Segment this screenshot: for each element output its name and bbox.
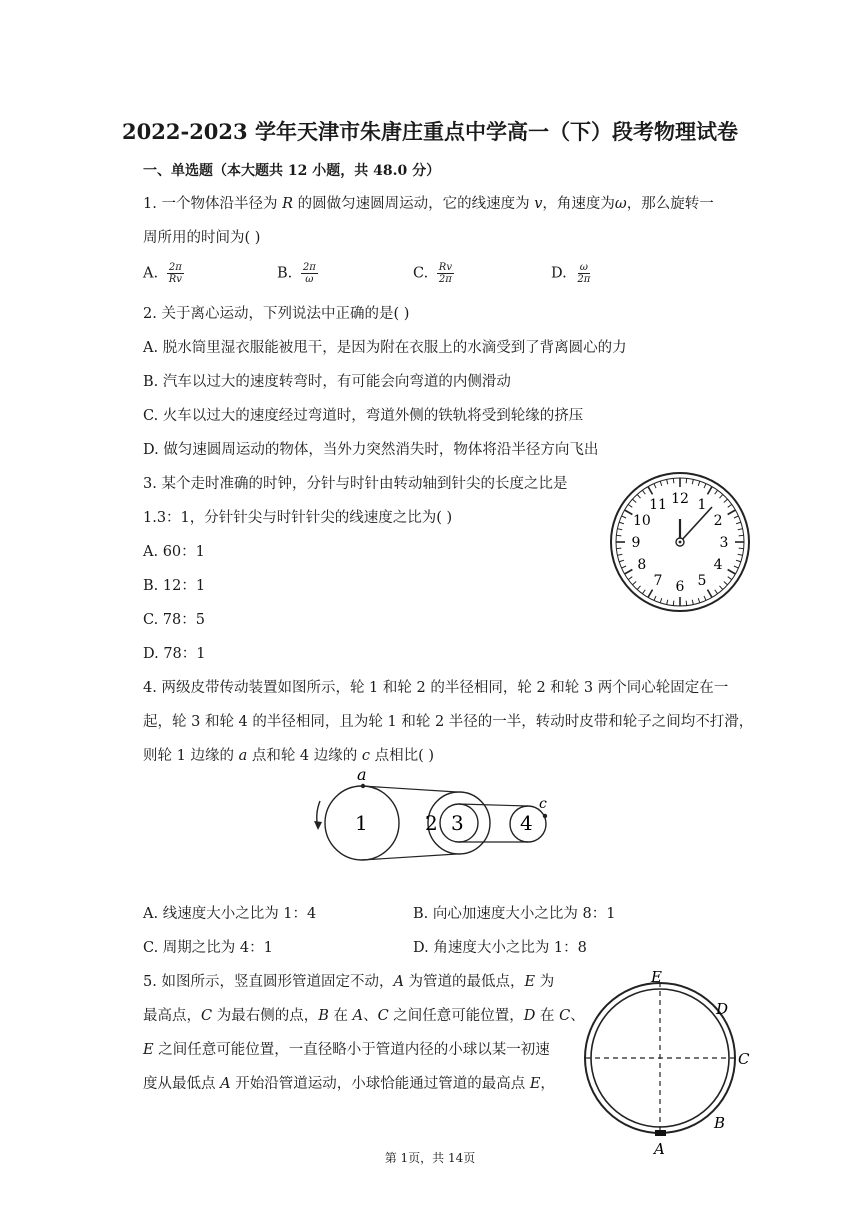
q4-point-a: a [238,748,248,764]
q5-stem-line2 [143,1004,585,1025]
clock-number: 7 [653,573,663,590]
label-c: C [738,1050,750,1068]
clock-tick [692,600,693,605]
clock-tick [692,479,693,484]
q4-point-c: c [361,748,371,764]
label-e: E [651,968,662,986]
q3-option-b[interactable]: B. 12：1 [143,578,206,594]
clock-number: 11 [649,496,667,513]
clock-tick [673,601,674,606]
clock-tick [637,586,640,590]
page-title: 2022-2023 学年天津市朱唐庄重点中学高一（下）段考物理试卷 [122,119,738,144]
q1-text: ，角速度为 [542,196,615,212]
q5-text: 5. 如图所示，竖直圆形管道固定不动， [143,974,394,990]
fraction-numerator: Rv [438,262,452,273]
clock-tick [704,484,706,489]
fraction [575,262,592,285]
q2-option-d[interactable]: D. 做匀速圆周运动的物体，当外力突然消失时，物体将沿半径方向飞出 [143,442,599,458]
fraction [167,262,184,285]
q5-point: D [523,1008,536,1024]
clock-number: 3 [719,535,729,551]
option-label: D. [551,265,572,282]
q2-option-a[interactable]: A. 脱水筒里湿衣服能被甩干，是因为附在衣服上的水滴受到了背离圆心的力 [143,340,627,356]
fraction-denominator: ω [305,274,314,285]
q3-stem-line1: 3. 某个走时准确的时钟，分针与时针由转动轴到针尖的长度之比是 [143,476,568,492]
q5-stem-line1 [143,970,554,991]
q5-point: C [377,1008,389,1024]
clock-tick [648,487,653,495]
clock-number: 2 [713,513,723,529]
q5-text: ， [540,1076,555,1092]
label-d: D [716,1000,729,1018]
clock-tick [632,499,636,502]
clock-number: 6 [675,579,685,595]
q4-option-d[interactable]: D. 角速度大小之比为 1：8 [413,940,587,956]
circular-tube-figure [578,962,756,1158]
clock-number: 8 [637,557,647,573]
q1-stem-line2: 周所用的时间为( ) [143,230,261,246]
q1-var-v: v [534,196,543,212]
clock-tick [738,554,743,555]
clock-tick [616,548,621,549]
q1-stem-line1 [143,192,714,213]
clock-number: 12 [671,491,689,507]
clock-number: 1 [697,496,707,513]
fraction-numerator: 2π [302,262,316,273]
q3-option-d[interactable]: D. 78：1 [143,646,206,662]
clock-tick [667,600,668,605]
clock-tick [617,529,622,530]
q5-stem-line3 [143,1038,550,1059]
label-c: c [539,796,547,812]
section-heading: 一、单选题（本大题共 12 小题，共 48.0 分） [143,163,441,179]
q4-text: 点相比( ) [370,748,435,764]
fraction-numerator: ω [579,262,588,273]
q3-option-a[interactable]: A. 60：1 [143,544,205,560]
clock-tick [628,504,632,507]
q4-text: 点和轮 4 边缘的 [247,748,362,764]
clock-tick [708,590,713,598]
clock-tick [673,478,674,483]
q4-option-c[interactable]: C. 周期之比为 4：1 [143,940,273,956]
q1-var-r: R [282,196,293,212]
clock-tick [719,586,722,590]
clock-tick [698,481,700,486]
q5-stem-line4 [143,1072,555,1093]
clock-tick [619,560,624,562]
clock-tick [734,516,739,518]
clock-tick [698,598,700,603]
arrow-head-icon [314,821,322,830]
fraction-numerator: 2π [168,262,182,273]
option-label: C. [413,265,433,282]
page-footer: 第 1页，共 14页 [384,1151,476,1165]
clock-tick [642,590,645,594]
minute-hand [680,507,712,542]
clock-number: 4 [713,557,723,573]
q1-option-a[interactable] [143,262,184,285]
fraction-denominator: Rv [168,274,182,285]
clock-tick [622,566,627,568]
clock-tick [660,481,662,486]
q3-option-c[interactable]: C. 78：5 [143,612,205,628]
q3-stem-line2: 1.3：1，分针针尖与时针针尖的线速度之比为( ) [143,510,453,526]
clock-tick [642,490,645,494]
clock-tick [648,590,653,598]
q5-text: 最高点， [143,1008,201,1024]
q2-option-b[interactable]: B. 汽车以过大的速度转弯时，有可能会向弯道的内侧滑动 [143,374,511,390]
q5-point: E [524,974,536,990]
q5-text: 、 [363,1008,378,1024]
clock-tick [724,581,728,584]
clock-tick [619,522,624,524]
q2-stem: 2. 关于离心运动，下列说法中正确的是( ) [143,306,410,322]
clock-tick [728,577,732,580]
q2-option-c[interactable]: C. 火车以过大的速度经过弯道时，弯道外侧的铁轨将受到轮缘的挤压 [143,408,584,424]
label-wheel-2: 2 [425,811,438,835]
q5-text: 、 [570,1008,585,1024]
clock-tick [654,484,656,489]
belt-drive-figure [305,768,555,864]
fraction [301,262,318,285]
clock-number: 5 [697,573,707,590]
q4-stem-line3 [143,744,434,765]
q5-text: 为 [535,974,555,990]
q5-point: A [393,974,404,990]
clock-tick [736,522,741,524]
clock-tick [736,560,741,562]
clock-number: 9 [631,535,641,551]
q4-stem-line1: 4. 两级皮带传动装置如图所示，轮 1 和轮 2 的半径相同，轮 2 和轮 3 两个同心轮固定在一 [143,680,729,696]
clock-tick [704,596,706,601]
clock-tick [686,478,687,483]
clock-tick [622,516,627,518]
q1-option-d[interactable] [551,262,592,285]
ball-at-a [655,1130,666,1136]
clock-tick [728,510,736,515]
clock-tick [708,487,713,495]
q5-text: 在 [535,1008,560,1024]
fraction-denominator: 2π [438,274,452,285]
q5-point: C [559,1008,571,1024]
q5-text: 之间任意可能位置，一直径略小于管道内径的小球以某一初速 [153,1042,550,1058]
label-a: a [357,768,367,784]
q5-point: E [529,1076,541,1092]
q1-var-omega: ω [614,196,627,212]
label-wheel-4: 4 [520,811,533,835]
q5-text: 度从最低点 [143,1076,221,1092]
clock-tick [728,504,732,507]
clock-tick [739,548,744,549]
clock-figure [608,470,752,614]
q1-text: 的圆做匀速圆周运动，它的线速度为 [292,196,535,212]
q5-text: 为管道的最低点， [403,974,525,990]
label-wheel-1: 1 [355,811,368,835]
clock-tick [628,577,632,580]
q4-stem-line2: 起，轮 3 和轮 4 的半径相同，且为轮 1 和轮 2 半径的一半，转动时皮带和轮子之间均不打滑， [143,714,754,730]
clock-tick [625,510,633,515]
label-wheel-3: 3 [451,811,464,835]
q5-text: 在 [328,1008,353,1024]
clock-tick [734,566,739,568]
clock-tick [719,494,722,498]
q1-text: ，那么旋转一 [626,196,714,212]
clock-tick [667,479,668,484]
clock-number: 10 [632,513,651,529]
q5-point: B [318,1008,329,1024]
clock-tick [739,535,744,536]
clock-tick [686,601,687,606]
option-label: B. [277,265,297,282]
clock-tick [715,590,718,594]
fraction-denominator: 2π [577,274,591,285]
clock-tick [715,490,718,494]
clock-pivot-dot [679,541,682,544]
q5-point: E [143,1042,154,1058]
clock-tick [616,535,621,536]
clock-tick [654,596,656,601]
clock-tick [637,494,640,498]
option-label: A. [143,265,163,282]
clock-tick [625,570,633,575]
belt-upper-2 [459,804,528,806]
label-a: A [654,1140,665,1158]
label-b: B [714,1114,726,1132]
q5-point: A [220,1076,231,1092]
clock-tick [660,598,662,603]
point-c-marker [543,814,547,818]
point-a-marker [361,784,365,788]
q5-point: C [201,1008,213,1024]
clock-tick [617,554,622,555]
clock-tick [724,499,728,502]
q1-option-b[interactable] [277,262,318,285]
fraction [437,262,454,285]
q1-option-c[interactable] [413,262,454,285]
q5-text: 开始沿管道运动，小球恰能通过管道的最高点 [230,1076,530,1092]
q5-text: 为最右侧的点， [212,1008,319,1024]
clock-tick [738,529,743,530]
q5-point: A [352,1008,364,1024]
q4-text: 则轮 1 边缘的 [143,748,239,764]
q4-option-b[interactable]: B. 向心加速度大小之比为 8：1 [413,906,616,922]
q5-text: 之间任意可能位置， [388,1008,524,1024]
q4-option-a[interactable]: A. 线速度大小之比为 1：4 [143,906,317,922]
clock-tick [728,570,736,575]
q1-text: 1. 一个物体沿半径为 [143,196,283,212]
clock-tick [632,581,636,584]
